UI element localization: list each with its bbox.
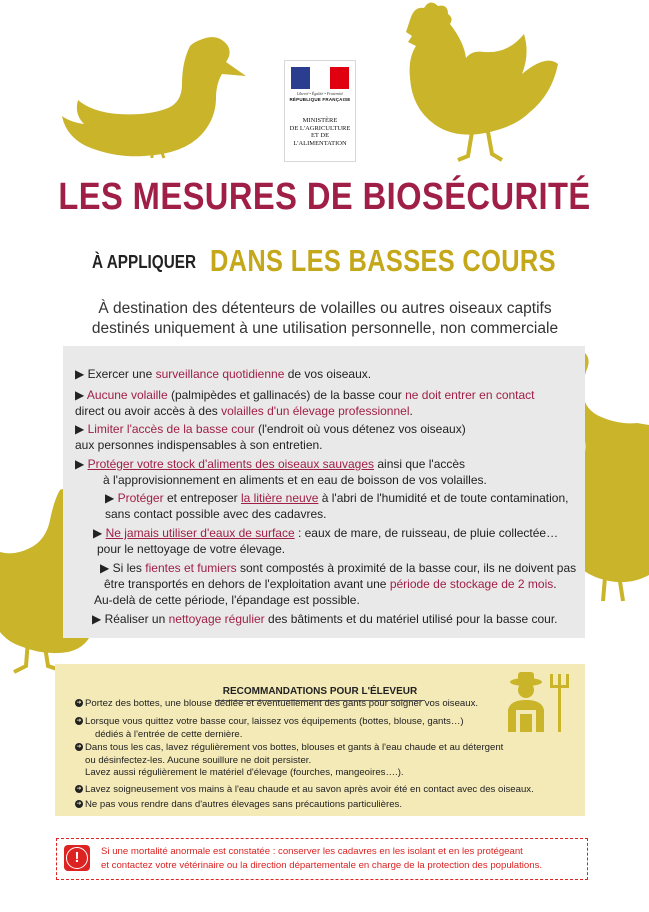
page-title: LES MESURES DE BIOSÉCURITÉ: [58, 176, 591, 218]
recommendations-title: RECOMMANDATIONS POUR L'ÉLEVEUR: [222, 686, 418, 697]
rec-leave-equipment: ➜ Lorsque vous quittez votre basse cour, laissez vos équipements (bottes, blouse, gants…) dédiés à l'entrée de cette dernière.: [76, 716, 464, 740]
measure-surface-water: ▶ Ne jamais utiliser d'eaux de surface : eaux de mare, de ruisseau, de pluie collectée… pour le nettoyage de votre élevage.: [93, 526, 559, 556]
measure-surveillance: ▶ Exercer une surveillance quotidienne de vos oiseaux.: [75, 367, 372, 381]
ministry-logo: [284, 60, 356, 162]
warning-line-2: et contactez votre vétérinaire ou la direction départementale en charge de la protection des populations.: [101, 860, 543, 871]
subtitle-main: DANS LES BASSES COURS: [210, 243, 556, 278]
hen-illustration: [380, 0, 580, 165]
farmer-icon: [502, 670, 582, 732]
measure-droppings: ▶ Si les fientes et fumiers sont compostés à proximité de la basse cour, ils ne doivent pas être transportés en dehors de l'exploitation avant une période de stockage de 2 mois. Au-delà de cette période, l'épandage est possible.: [94, 561, 577, 607]
rec-other-farms: ➜ Ne pas vous rendre dans d'autres élevages sans précautions particulières.: [76, 799, 403, 810]
logo-motto: Liberté • Égalité • Fraternité: [296, 91, 344, 96]
intro-text: À destination des détenteurs de volailles ou autres oiseaux captifs destinés uniquement à une utilisation personnelle, non commerciale: [91, 300, 559, 337]
measure-cleaning: ▶ Réaliser un nettoyage régulier des bâtiments et du matériel utilisé pour la basse cour.: [92, 612, 558, 626]
logo-republic: RÉPUBLIQUE FRANÇAISE: [289, 97, 351, 102]
measure-no-contact: ▶ Aucune volaille (palmipèdes et gallinacés) de la basse cour ne doit entrer en contact direct ou avoir accès à des volailles d'un élevage professionnel.: [75, 388, 535, 418]
rec-wash-hands: ➜ Lavez soigneusement vos mains à l'eau chaude et au savon après avoir été en contact avec des oiseaux.: [76, 784, 534, 795]
warning-box: [56, 838, 588, 880]
measure-protect-food: ▶ Protéger votre stock d'aliments des oiseaux sauvages ainsi que l'accès à l'approvisionnement en aliments et en eau de boisson de vos volailles.: [75, 457, 487, 487]
duck-illustration: [60, 30, 250, 160]
warning-line-1: Si une mortalité anormale est constatée : conserver les cadavres en les isolant et en les protégeant: [101, 846, 523, 857]
rec-wash-equipment: ➜ Dans tous les cas, lavez régulièrement vos bottes, blouses et gants à l'eau chaude et au détergent ou désinfectez-les. Aucune souillure ne doit persister. Lavez aussi régulièrement le matériel d'élevage (fourches, mangeoires….).: [76, 742, 504, 778]
warning-icon: !: [64, 845, 90, 871]
rec-boots: ➜ Portez des bottes, une blouse dédiée et éventuellement des gants pour soigner vos oiseaux.: [76, 698, 479, 709]
logo-ministry: MINISTÈRE DE L'AGRICULTURE ET DE L'ALIMENTATION: [289, 117, 351, 147]
subtitle-prefix: À APPLIQUER: [92, 252, 196, 272]
measure-limit-access: ▶ Limiter l'accès de la basse cour (l'endroit où vous détenez vos oiseaux) aux personnes indispensables à son entretien.: [75, 422, 466, 452]
french-flag-icon: [291, 67, 349, 89]
measure-litter: ▶ Protéger et entreposer la litière neuve à l'abri de l'humidité et de toute contamination, sans contact possible avec des cadavres.: [105, 491, 569, 521]
